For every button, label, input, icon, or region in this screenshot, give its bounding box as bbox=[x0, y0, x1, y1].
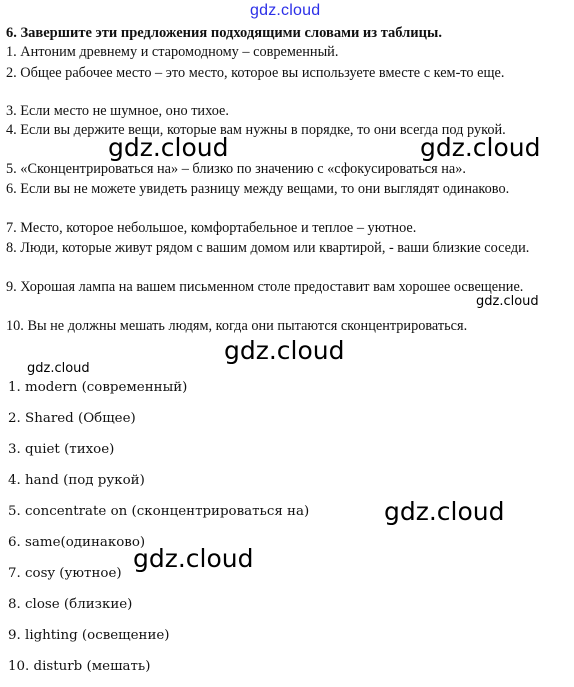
sentence-1: 1. Антоним древнему и старомодному – современный. bbox=[6, 44, 339, 60]
watermark-top: gdz.cloud bbox=[250, 2, 321, 19]
answer-10: 10. disturb (мешать) bbox=[8, 659, 151, 674]
answer-3: 3. quiet (тихое) bbox=[8, 442, 115, 457]
answer-2: 2. Shared (Общее) bbox=[8, 411, 136, 426]
sentence-3: 3. Если место не шумное, оно тихое. bbox=[6, 103, 229, 119]
sentence-7: 7. Место, которое небольшое, комфортабельное и теплое – уютное. bbox=[6, 220, 417, 236]
answer-1: 1. modern (современный) bbox=[8, 380, 188, 395]
answer-4: 4. hand (под рукой) bbox=[8, 473, 145, 488]
answer-6: 6. same(одинаково) bbox=[8, 535, 146, 550]
answer-5: 5. concentrate on (сконцентрироваться на) bbox=[8, 504, 310, 519]
sentence-2: 2. Общее рабочее место – это место, которое вы используете вместе с кем-то еще. bbox=[6, 65, 505, 81]
sentence-9: 9. Хорошая лампа на вашем письменном столе предоставит вам хорошее освещение. bbox=[6, 279, 524, 295]
answer-8: 8. close (близкие) bbox=[8, 597, 133, 612]
exercise-heading: 6. Завершите эти предложения подходящими словами из таблицы. bbox=[6, 25, 442, 41]
watermark: gdz.cloud bbox=[384, 497, 505, 526]
watermark: gdz.cloud bbox=[133, 544, 254, 573]
watermark: gdz.cloud bbox=[476, 294, 539, 309]
watermark: gdz.cloud bbox=[27, 361, 90, 376]
answer-9: 9. lighting (освещение) bbox=[8, 628, 170, 643]
sentence-5: 5. «Сконцентрироваться на» – близко по значению с «сфокусироваться на». bbox=[6, 161, 466, 177]
sentence-4: 4. Если вы держите вещи, которые вам нужны в порядке, то они всегда под рукой. bbox=[6, 122, 506, 138]
sentence-6: 6. Если вы не можете увидеть разницу между вещами, то они выглядят одинаково. bbox=[6, 181, 510, 197]
watermark: gdz.cloud bbox=[108, 133, 229, 162]
watermark: gdz.cloud bbox=[420, 133, 541, 162]
answer-7: 7. cosy (уютное) bbox=[8, 566, 122, 581]
sentence-10: 10. Вы не должны мешать людям, когда они пытаются сконцентрироваться. bbox=[6, 318, 468, 334]
sentence-8: 8. Люди, которые живут рядом с вашим домом или квартирой, - ваши близкие соседи. bbox=[6, 240, 530, 256]
watermark: gdz.cloud bbox=[224, 336, 345, 365]
